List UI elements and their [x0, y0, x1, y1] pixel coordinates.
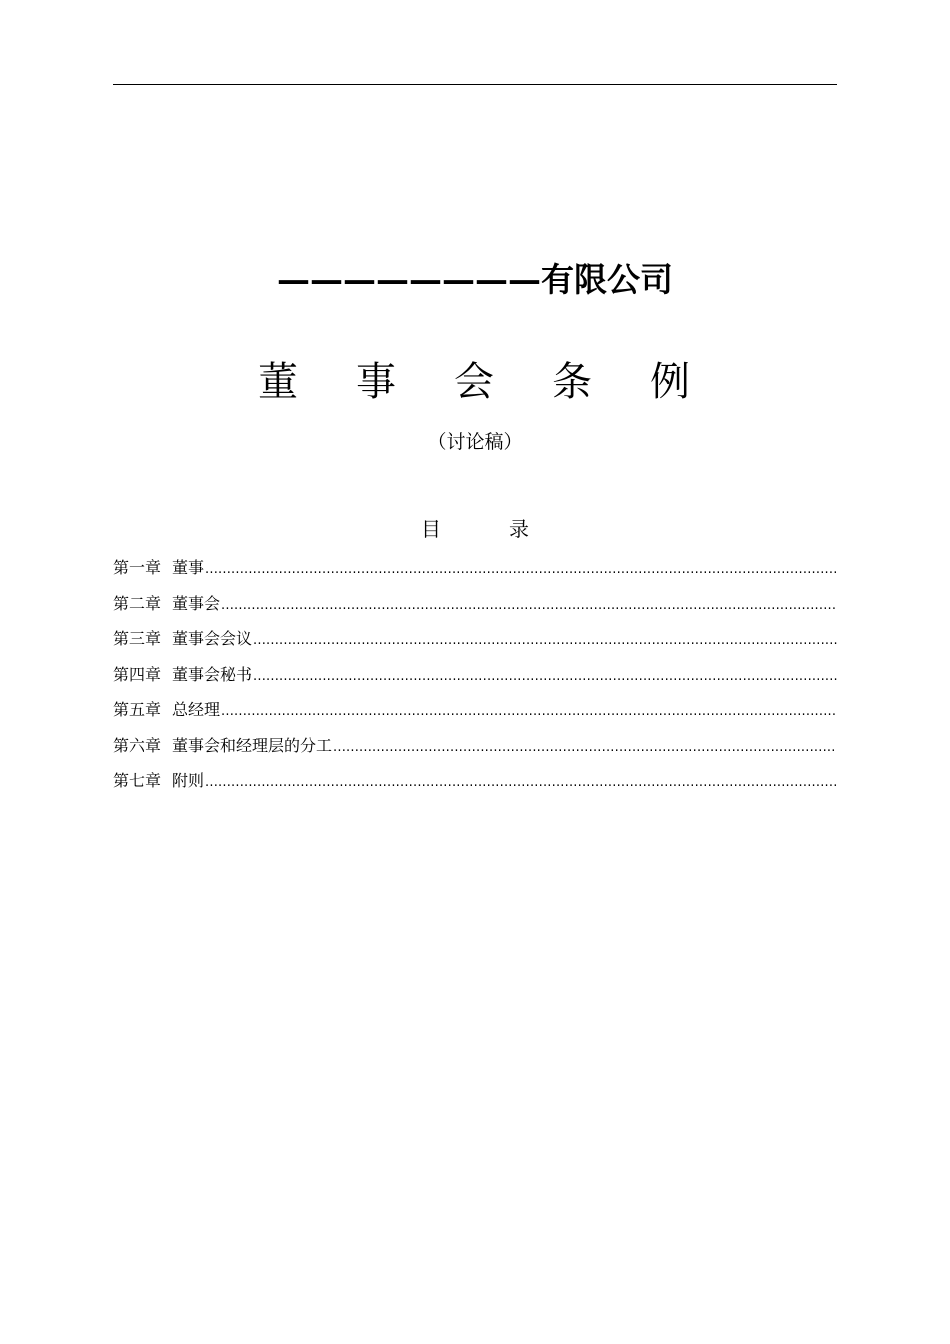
toc-entry-chapter-2[interactable] [113, 591, 837, 627]
title-char: 会 [454, 359, 496, 405]
toc-dot-leader [253, 628, 837, 654]
header-rule [113, 84, 837, 85]
toc-chapter-number: 第五章 [113, 700, 162, 719]
document-subtitle: （讨论稿） [427, 431, 523, 453]
toc-dot-leader [253, 664, 837, 690]
toc-entry-chapter-4[interactable] [113, 662, 837, 698]
toc-dot-leader [205, 557, 837, 583]
toc-chapter-number: 第七章 [113, 771, 162, 790]
toc-entry-chapter-1[interactable] [113, 555, 837, 591]
toc-heading [0, 515, 950, 543]
toc-heading-char: 录 [509, 517, 529, 541]
toc-chapter-title: 附则 [172, 771, 205, 790]
toc-chapter-number: 第四章 [113, 664, 162, 684]
toc-dot-leader [333, 735, 837, 761]
toc-chapter-number: 第二章 [113, 593, 162, 613]
toc-heading-char: 目 [421, 517, 441, 541]
toc-chapter-number: 第六章 [113, 735, 162, 755]
toc-entry-chapter-3[interactable] [113, 626, 837, 662]
document-title [0, 352, 950, 412]
toc-dot-leader [221, 593, 837, 619]
table-of-contents [113, 555, 837, 804]
toc-entry-chapter-5[interactable] [113, 697, 837, 733]
title-char: 条 [552, 359, 594, 405]
toc-chapter-title: 董事会会议 [172, 629, 253, 648]
toc-chapter-title: 总经理 [172, 700, 221, 719]
title-char: 董 [258, 359, 300, 405]
toc-entry-chapter-7[interactable] [113, 768, 837, 804]
toc-chapter-number: 第三章 [113, 629, 162, 648]
title-char: 例 [650, 359, 692, 405]
toc-chapter-title: 董事会 [172, 593, 221, 613]
toc-dot-leader [221, 699, 837, 725]
toc-chapter-number: 第一章 [113, 558, 162, 577]
toc-chapter-title: 董事会和经理层的分工 [172, 735, 333, 755]
title-char: 事 [356, 359, 398, 405]
toc-entry-chapter-6[interactable] [113, 733, 837, 769]
company-name: ————————有限公司 [277, 260, 673, 299]
toc-chapter-title: 董事会秘书 [172, 664, 253, 684]
toc-dot-leader [205, 770, 837, 796]
toc-chapter-title: 董事 [172, 558, 205, 577]
